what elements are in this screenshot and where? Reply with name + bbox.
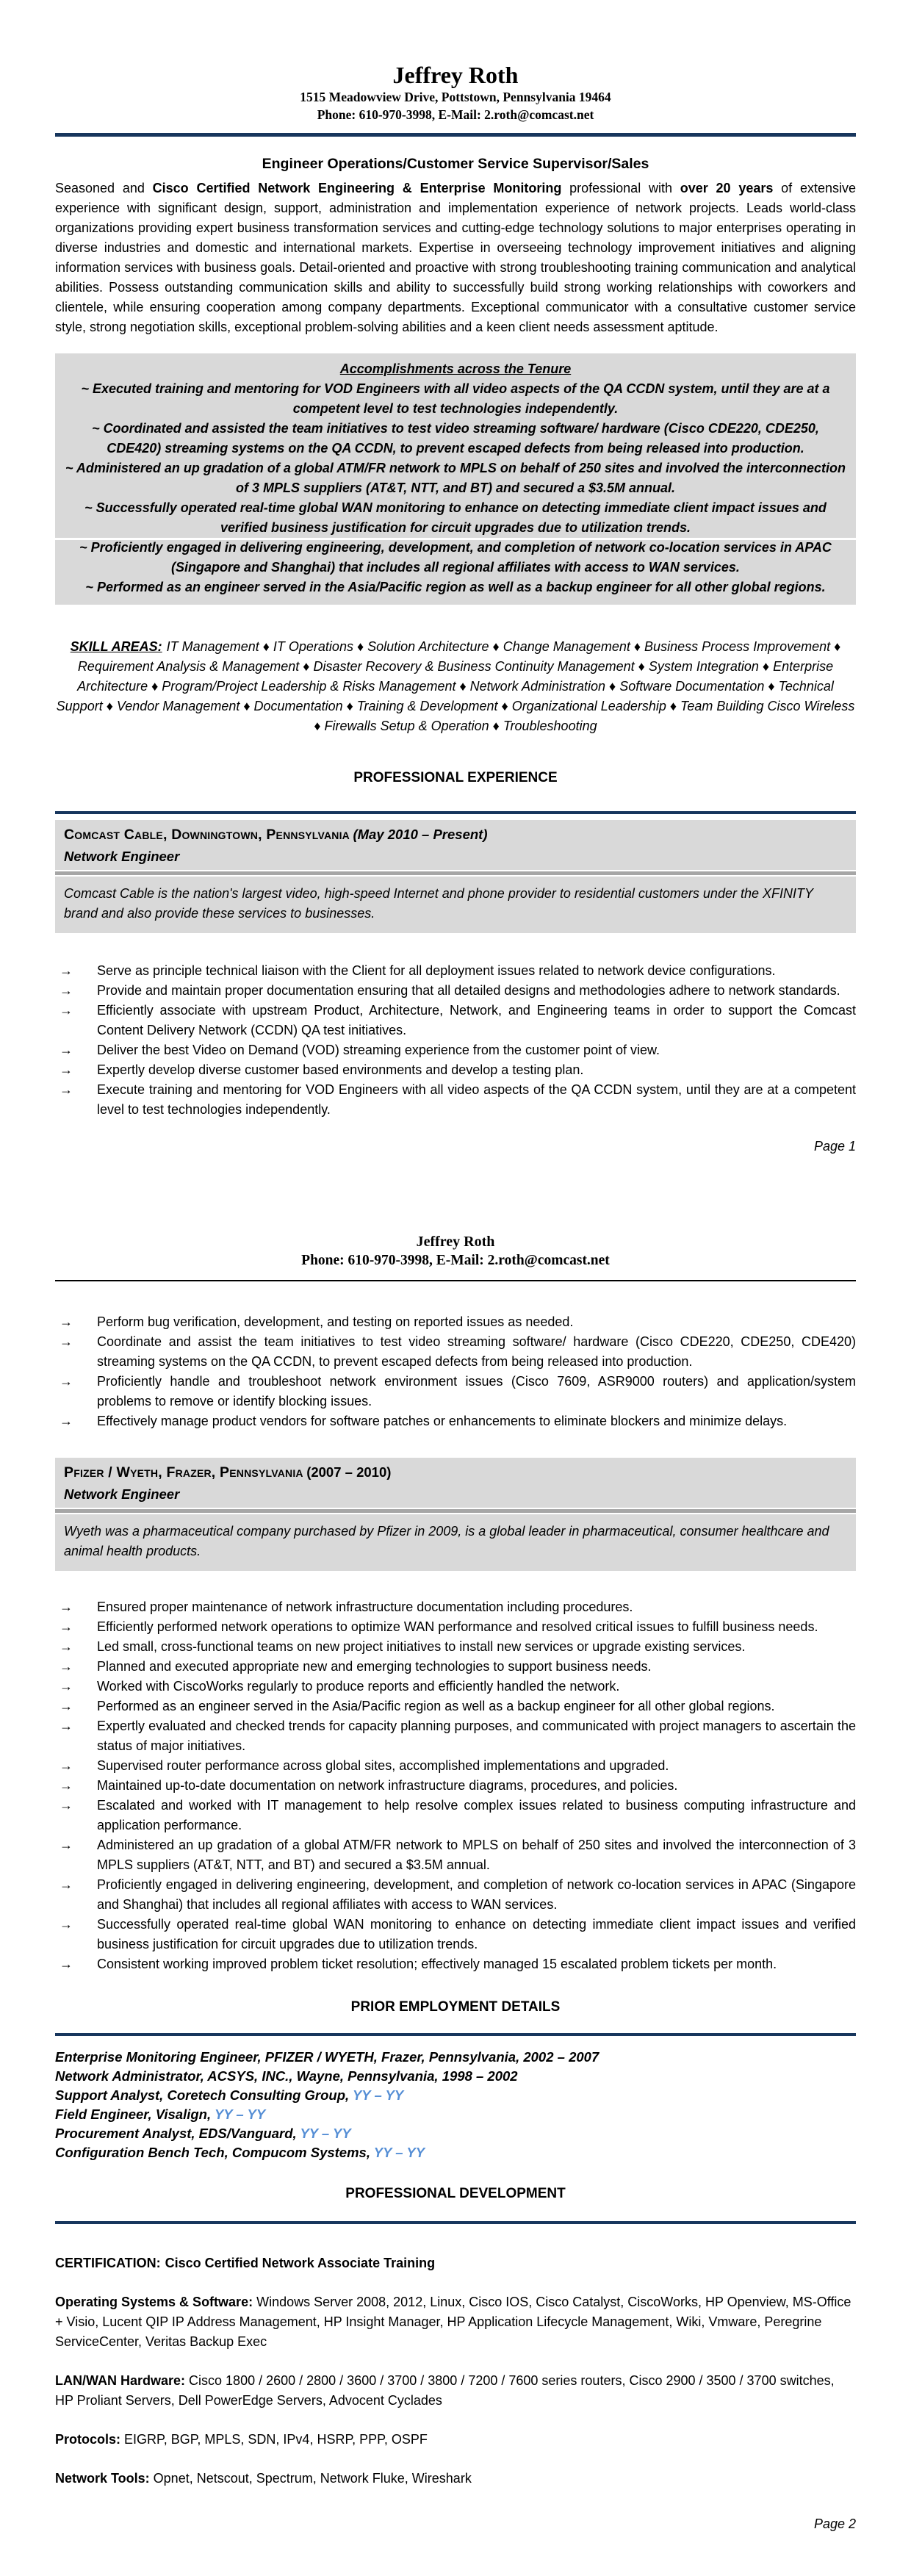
job-line	[64, 827, 847, 843]
accomplishment-text: Executed training and mentoring for VOD Engineers with all video aspects of the QA CCDN system, until they are at a competent level to test technologies independently.	[92, 381, 830, 416]
prior-employment-item	[55, 2067, 856, 2086]
accomplishment-text: Performed as an engineer served in the Asia/Pacific region as well as a backup engineer for all other global regions.	[96, 580, 826, 594]
arrow-bullet-icon: →	[60, 1957, 73, 1971]
section-heading-prior-employment: PRIOR EMPLOYMENT DETAILS	[350, 1999, 561, 2015]
prior-employment-item	[55, 2105, 856, 2124]
prior-employment-item	[55, 2086, 856, 2105]
development-paragraph	[55, 2371, 856, 2411]
arrow-bullet-icon: →	[60, 1679, 73, 1694]
section-divider	[55, 2221, 856, 2224]
arrow-bullet-icon: →	[60, 1659, 73, 1674]
page-1-number: Page 1	[813, 1139, 856, 1154]
prior-employment-item	[55, 2143, 856, 2162]
resume-headline: Engineer Operations/Customer Service Supervisor/Sales	[262, 156, 649, 172]
bullet-text: Efficiently performed network operations to optimize WAN performance and resolved critical issues to fulfill business needs.	[97, 1619, 818, 1634]
box-split-line	[55, 538, 856, 540]
arrow-bullet-icon: →	[60, 1314, 73, 1329]
position-text: Configuration Bench Tech, Compucom Systems,	[55, 2145, 374, 2160]
bullet-item	[55, 1332, 856, 1372]
bullet-item	[55, 1040, 856, 1060]
bullet-text: Supervised router performance across global sites, accomplished implementations and upgraded.	[97, 1758, 669, 1773]
job-divider-bar	[55, 871, 856, 875]
section-divider	[55, 2033, 856, 2036]
arrow-bullet-icon: →	[60, 1877, 73, 1892]
bullet-item	[55, 1796, 856, 1835]
bullet-item	[55, 1697, 856, 1716]
job-title: Network Engineer	[64, 849, 180, 864]
page-2-header-name: Jeffrey Roth	[416, 1234, 495, 1250]
bullet-item	[55, 1875, 856, 1915]
development-paragraphs	[55, 2292, 856, 2489]
arrow-bullet-icon: →	[60, 1639, 73, 1654]
development-paragraph	[55, 2292, 856, 2352]
bullet-text: Execute training and mentoring for VOD Engineers with all video aspects of the QA CCDN system, until they are at a competent level to test technologies independently.	[97, 1082, 856, 1117]
arrow-bullet-icon: →	[60, 1374, 73, 1389]
arrow-bullet-icon: →	[60, 1619, 73, 1634]
section-heading-professional-development: PROFESSIONAL DEVELOPMENT	[345, 2186, 566, 2201]
position-text: Network Administrator, ACSYS, INC., Wayne, Pennsylvania, 1998 – 2002	[55, 2068, 518, 2084]
development-text: Windows Server 2008, 2012, Linux, Cisco IOS, Cisco Catalyst, CiscoWorks, HP Openview, MS-Office + Visio, Lucent QIP IP Address Management, HP Insight Manager, HP Application Lifecycle Management, Wiki, Vmware, Peregrine ServiceCenter, Veritas Backup Exec	[55, 2295, 851, 2349]
bullet-text: Expertly evaluated and checked trends for capacity planning purposes, and communicated with project managers to ascertain the status of major initiatives.	[97, 1719, 856, 1753]
bullet-text: Successfully operated real-time global WAN monitoring to enhance on detecting immediate client impact issues and verified business justification for circuit upgrades due to utilization trends.	[97, 1917, 856, 1951]
bullet-text: Deliver the best Video on Demand (VOD) streaming experience from the customer point of view.	[97, 1043, 660, 1057]
page-title: Jeffrey Roth	[392, 62, 519, 88]
bullet-item	[55, 1080, 856, 1120]
bullet-item	[55, 1637, 856, 1657]
header-divider	[55, 133, 856, 137]
bullet-item	[55, 1835, 856, 1875]
bullet-item	[55, 961, 856, 981]
bullet-item	[55, 1954, 856, 1974]
arrow-bullet-icon: →	[60, 1334, 73, 1349]
bullet-item	[55, 1677, 856, 1697]
bullet-item	[55, 981, 856, 1001]
job-dates: (May 2010 – Present)	[353, 827, 488, 842]
certification-text: Cisco Certified Network Associate Training	[165, 2256, 436, 2270]
development-text: Opnet, Netscout, Spectrum, Network Fluke, Wireshark	[153, 2471, 472, 2486]
tilde-bullet-icon: ~	[92, 421, 100, 436]
certification-label: CERTIFICATION:	[55, 2256, 161, 2270]
arrow-bullet-icon: →	[60, 1003, 73, 1018]
position-text: Field Engineer, Visalign,	[55, 2107, 215, 2122]
accomplishment-item	[64, 498, 847, 538]
bullet-text: Serve as principle technical liaison with the Client for all deployment issues related to network device configurations.	[97, 963, 776, 978]
bullet-text: Escalated and worked with IT management to help resolve complex issues related to business computing infrastructure and application performance.	[97, 1798, 856, 1832]
skill-areas-list: IT Management ♦ IT Operations ♦ Solution Architecture ♦ Change Management ♦ Business Process Improvement ♦ Requirement Analysis & Management ♦ Disaster Recovery & Business Continuity Management ♦ System Integration ♦ Enterprise Architecture ♦ Program/Project Leadership & Risks Management ♦ Network Administration ♦ Software Documentation ♦ Technical Support ♦ Vendor Management ♦ Documentation ♦ Training & Development ♦ Organizational Leadership ♦ Team Building Cisco Wireless ♦ Firewalls Setup & Operation ♦ Troubleshooting	[56, 639, 855, 733]
job-divider-bar	[55, 1509, 856, 1513]
arrow-bullet-icon: →	[60, 1082, 73, 1097]
bullet-item	[55, 1411, 856, 1431]
arrow-bullet-icon: →	[60, 1798, 73, 1813]
bullet-text: Efficiently associate with upstream Product, Architecture, Network, and Engineering teams in order to support the Comcast Content Delivery Network (CCDN) QA test initiatives.	[97, 1003, 856, 1037]
bullet-item	[55, 1312, 856, 1332]
bullet-item	[55, 1617, 856, 1637]
prior-employment-item	[55, 2048, 856, 2067]
section-divider	[55, 811, 856, 814]
dates-text: YY – YY	[352, 2087, 404, 2103]
development-label: Network Tools:	[55, 2471, 150, 2486]
company-description: Comcast Cable is the nation's largest video, high-speed Internet and phone provider to residential customers under the XFINITY brand and also provide these services to businesses.	[55, 877, 856, 933]
bullet-text: Effectively manage product vendors for software patches or enhancements to eliminate blockers and minimize delays.	[97, 1414, 788, 1428]
bullet-text: Consistent working improved problem ticket resolution; effectively managed 15 escalated problem tickets per month.	[97, 1957, 777, 1971]
page-2-number: Page 2	[813, 2516, 856, 2531]
dates-text: YY – YY	[300, 2126, 351, 2141]
arrow-bullet-icon: →	[60, 1043, 73, 1057]
bullet-item	[55, 1372, 856, 1411]
arrow-bullet-icon: →	[60, 1917, 73, 1932]
bullet-item	[55, 1716, 856, 1756]
arrow-bullet-icon: →	[60, 1699, 73, 1713]
job-pfizer-header	[55, 1458, 856, 1508]
bullet-text: Provide and maintain proper documentation ensuring that all detailed designs and methodologies adhere to network standards.	[97, 983, 840, 998]
bullet-item	[55, 1597, 856, 1617]
section-heading-professional-experience: PROFESSIONAL EXPERIENCE	[353, 770, 558, 785]
bullet-list-comcast	[55, 961, 856, 1120]
arrow-bullet-icon: →	[60, 1062, 73, 1077]
certification-line	[55, 2253, 856, 2273]
accomplishments-title: Accomplishments across the Tenure	[339, 361, 572, 376]
job-line	[64, 1464, 847, 1481]
bullet-text: Performed as an engineer served in the Asia/Pacific region as well as a backup engineer for all other global regions.	[97, 1699, 775, 1713]
arrow-bullet-icon: →	[60, 1600, 73, 1614]
company-description: Wyeth was a pharmaceutical company purchased by Pfizer in 2009, is a global leader in pharmaceutical, consumer healthcare and animal health products.	[55, 1514, 856, 1571]
dates-text: YY – YY	[214, 2107, 266, 2122]
accomplishment-text: Coordinated and assisted the team initiatives to test video streaming software/ hardware (Cisco CDE220, CDE250, CDE420) streaming systems on the QA CCDN, to prevent escaped defects from being released into production.	[103, 421, 819, 456]
contact-line: Phone: 610-970-3998, E-Mail: 2.roth@comcast.net	[317, 107, 594, 122]
bullet-text: Planned and executed appropriate new and emerging technologies to support business needs.	[97, 1659, 652, 1674]
position-text: Support Analyst, Coretech Consulting Group,	[55, 2087, 353, 2103]
accomplishment-item	[64, 458, 847, 498]
development-label: Protocols:	[55, 2432, 121, 2447]
position-text: Enterprise Monitoring Engineer, PFIZER / WYETH, Frazer, Pennsylvania, 2002 – 2007	[55, 2049, 599, 2065]
bullet-list-comcast-continued	[55, 1312, 856, 1431]
bullet-item	[55, 1756, 856, 1776]
bullet-text: Proficiently engaged in delivering engineering, development, and completion of network co-location services in APAC (Singapore and Shanghai) that includes all regional affiliates with access to WAN services.	[97, 1877, 856, 1912]
arrow-bullet-icon: →	[60, 1414, 73, 1428]
address-line: 1515 Meadowview Drive, Pottstown, Pennsylvania 19464	[300, 90, 611, 104]
accomplishment-text: Administered an up gradation of a global ATM/FR network to MPLS on behalf of 250 sites and involved the interconnection of 3 MPLS suppliers (AT&T, NTT, and BT) and secured a $3.5M annual.	[76, 461, 846, 495]
accomplishment-item	[64, 538, 847, 578]
prior-employment-list	[55, 2048, 856, 2162]
bullet-item	[55, 1776, 856, 1796]
development-text: Cisco 1800 / 2600 / 2800 / 3600 / 3700 / 3800 / 7200 / 7600 series routers, Cisco 2900 / 3500 / 3700 switches, HP Proliant Servers, Dell PowerEdge Servers, Advocent Cyclades	[55, 2373, 835, 2408]
development-paragraph	[55, 2469, 856, 2489]
bullet-text: Led small, cross-functional teams on new project initiatives to install new services or upgrade existing services.	[97, 1639, 746, 1654]
accomplishment-item	[64, 379, 847, 419]
accomplishment-item	[64, 419, 847, 458]
tilde-bullet-icon: ~	[65, 461, 73, 475]
accomplishments-section	[55, 353, 856, 605]
skill-areas	[55, 637, 856, 736]
development-text: EIGRP, BGP, MPLS, SDN, IPv4, HSRP, PPP, OSPF	[124, 2432, 428, 2447]
arrow-bullet-icon: →	[60, 1758, 73, 1773]
bullet-item	[55, 1657, 856, 1677]
tilde-bullet-icon: ~	[84, 500, 93, 515]
development-label: LAN/WAN Hardware:	[55, 2373, 186, 2388]
arrow-bullet-icon: →	[60, 1719, 73, 1733]
arrow-bullet-icon: →	[60, 1838, 73, 1852]
bullet-text: Expertly develop diverse customer based environments and develop a testing plan.	[97, 1062, 584, 1077]
arrow-bullet-icon: →	[60, 963, 73, 978]
bullet-text: Worked with CiscoWorks regularly to produce reports and efficiently handled the network.	[97, 1679, 620, 1694]
accomplishments-list	[64, 379, 847, 597]
bullet-item	[55, 1001, 856, 1040]
development-paragraph	[55, 2430, 856, 2450]
bullet-text: Perform bug verification, development, and testing on reported issues as needed.	[97, 1314, 574, 1329]
bullet-item	[55, 1060, 856, 1080]
skill-areas-label: SKILL AREAS:	[70, 639, 162, 654]
tilde-bullet-icon: ~	[79, 540, 87, 555]
page-2-header-contact: Phone: 610-970-3998, E-Mail: 2.roth@comcast.net	[301, 1253, 610, 1268]
bullet-text: Proficiently handle and troubleshoot network environment issues (Cisco 7609, ASR9000 routers) and application/system problems to remove or identify blocking issues.	[97, 1374, 856, 1408]
arrow-bullet-icon: →	[60, 983, 73, 998]
page-2-header-divider	[55, 1280, 856, 1281]
bullet-text: Coordinate and assist the team initiatives to test video streaming software/ hardware (Cisco CDE220, CDE250, CDE420) streaming systems on the QA CCDN, to prevent escaped defects from being released into production.	[97, 1334, 856, 1369]
company-name: Comcast Cable, Downingtown, Pennsylvania	[64, 827, 350, 843]
tilde-bullet-icon: ~	[85, 580, 93, 594]
job-dates: (2007 – 2010)	[306, 1464, 392, 1480]
job-comcast-header	[55, 820, 856, 870]
accomplishment-text: Successfully operated real-time global WAN monitoring to enhance on detecting immediate client impact issues and verified business justification for circuit upgrades due to utilization trends.	[96, 500, 827, 535]
company-name: Pfizer / Wyeth, Frazer, Pennsylvania	[64, 1464, 303, 1481]
bullet-list-pfizer	[55, 1597, 856, 1974]
accomplishment-text: Proficiently engaged in delivering engineering, development, and completion of network co-location services in APAC (Singapore and Shanghai) that includes all regional affiliates with access to WAN services.	[90, 540, 832, 575]
prior-employment-item	[55, 2124, 856, 2143]
arrow-bullet-icon: →	[60, 1778, 73, 1793]
professional-summary: Seasoned and Cisco Certified Network Engineering & Enterprise Monitoring professional with over 20 years of extensive experience with significant design, support, administration and implementation experience of network projects. Leads world-class organizations providing expert business transformation services and cutting-edge technology solutions to major enterprises operating in diverse industries and domestic and international markets. Expertise in overseeing technology improvement initiatives and aligning information services with business goals. Detail-oriented and proactive with strong troubleshooting training communication and analytical abilities. Possess outstanding communication skills and ability to successfully build strong working relationships with coworkers and clientele, while ensuring cooperation among company departments. Exceptional communicator with a consultative customer service style, strong negotiation skills, exceptional problem-solving abilities and a keen client needs assessment aptitude.	[55, 181, 856, 334]
bullet-item	[55, 1915, 856, 1954]
job-title: Network Engineer	[64, 1486, 180, 1502]
tilde-bullet-icon: ~	[81, 381, 89, 396]
development-label: Operating Systems & Software:	[55, 2295, 253, 2309]
bullet-text: Maintained up-to-date documentation on network infrastructure diagrams, procedures, and policies.	[97, 1778, 678, 1793]
bullet-text: Ensured proper maintenance of network infrastructure documentation including procedures.	[97, 1600, 633, 1614]
dates-text: YY – YY	[373, 2145, 425, 2160]
position-text: Procurement Analyst, EDS/Vanguard,	[55, 2126, 300, 2141]
accomplishment-item	[64, 578, 847, 597]
bullet-text: Administered an up gradation of a global ATM/FR network to MPLS on behalf of 250 sites and involved the interconnection of 3 MPLS suppliers (AT&T, NTT, and BT) and secured a $3.5M annual.	[97, 1838, 856, 1872]
